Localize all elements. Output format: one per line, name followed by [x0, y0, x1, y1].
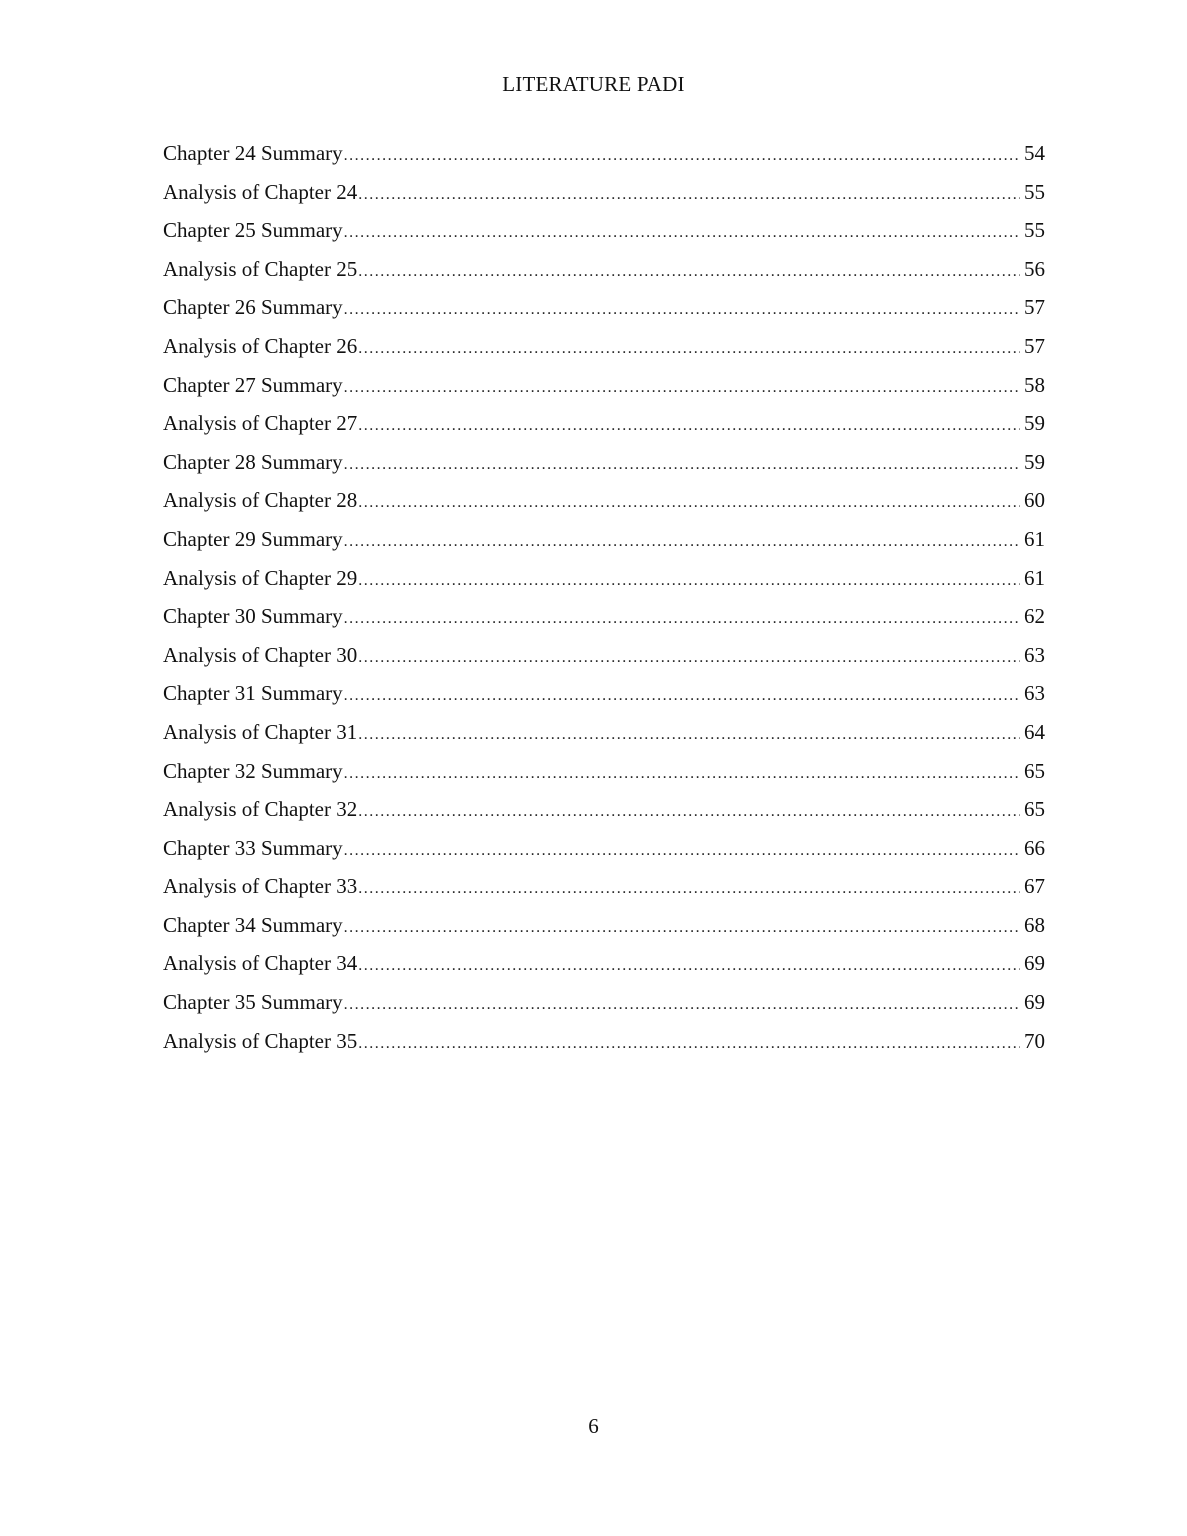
toc-entry-title: Chapter 29 Summary — [163, 526, 343, 551]
toc-entry[interactable] — [163, 639, 1045, 678]
dot-leader — [344, 217, 1020, 249]
toc-entry-title: Analysis of Chapter 25 — [163, 256, 358, 281]
toc-entry[interactable] — [163, 947, 1045, 986]
toc-entry-page: 60 — [1024, 488, 1045, 513]
toc-entry-page: 67 — [1024, 874, 1045, 899]
toc-entry-page: 63 — [1024, 681, 1045, 706]
toc-entry-page: 57 — [1024, 295, 1045, 320]
toc-entry[interactable] — [163, 446, 1045, 485]
toc-entry-title: Analysis of Chapter 35 — [163, 1028, 358, 1053]
dot-leader — [358, 333, 1020, 365]
toc-entry[interactable] — [163, 407, 1045, 446]
dot-leader — [358, 410, 1020, 442]
dot-leader — [358, 873, 1020, 905]
toc-entry[interactable] — [163, 716, 1045, 755]
toc-entry[interactable] — [163, 870, 1045, 909]
toc-entry[interactable] — [163, 986, 1045, 1025]
toc-entry-title: Analysis of Chapter 32 — [163, 797, 358, 822]
toc-entry[interactable] — [163, 562, 1045, 601]
dot-leader — [344, 140, 1020, 172]
running-header: LITERATURE PADI — [502, 72, 685, 96]
dot-leader — [344, 449, 1020, 481]
toc-entry-title: Chapter 35 Summary — [163, 990, 343, 1015]
toc-entry-page: 62 — [1024, 604, 1045, 629]
toc-entry[interactable] — [163, 253, 1045, 292]
toc-entry-title: Analysis of Chapter 28 — [163, 488, 358, 513]
toc-entry-page: 59 — [1024, 449, 1045, 474]
dot-leader — [344, 603, 1020, 635]
toc-entry-title: Analysis of Chapter 24 — [163, 179, 358, 204]
toc-entry-page: 69 — [1024, 990, 1045, 1015]
toc-entry[interactable] — [163, 909, 1045, 948]
toc-entry[interactable] — [163, 214, 1045, 253]
toc-entry-title: Chapter 34 Summary — [163, 912, 343, 937]
dot-leader — [358, 719, 1020, 751]
toc-entry-title: Analysis of Chapter 26 — [163, 333, 358, 358]
toc-entry-title: Chapter 26 Summary — [163, 295, 343, 320]
toc-entry-page: 68 — [1024, 912, 1045, 937]
toc-entry-page: 55 — [1024, 218, 1045, 243]
page-number: 6 — [588, 1414, 599, 1438]
toc-entry[interactable] — [163, 755, 1045, 794]
toc-entry-title: Chapter 25 Summary — [163, 218, 343, 243]
toc-entry[interactable] — [163, 523, 1045, 562]
dot-leader — [358, 950, 1020, 982]
toc-entry-title: Chapter 30 Summary — [163, 604, 343, 629]
toc-entry-page: 55 — [1024, 179, 1045, 204]
toc-entry-title: Chapter 32 Summary — [163, 758, 343, 783]
toc-entry[interactable] — [163, 793, 1045, 832]
toc-entry[interactable] — [163, 137, 1045, 176]
toc-entry-title: Chapter 28 Summary — [163, 449, 343, 474]
dot-leader — [344, 912, 1020, 944]
toc-entry-title: Chapter 27 Summary — [163, 372, 343, 397]
dot-leader — [358, 487, 1020, 519]
toc-entry-title: Analysis of Chapter 30 — [163, 642, 358, 667]
toc-entry[interactable] — [163, 600, 1045, 639]
toc-entry-title: Analysis of Chapter 29 — [163, 565, 358, 590]
toc-entry-page: 58 — [1024, 372, 1045, 397]
toc-entry-page: 65 — [1024, 758, 1045, 783]
dot-leader — [358, 179, 1020, 211]
toc-entry-page: 57 — [1024, 333, 1045, 358]
dot-leader — [344, 989, 1020, 1021]
toc-entry-page: 70 — [1024, 1028, 1045, 1053]
toc-entry-page: 69 — [1024, 951, 1045, 976]
toc-entry-page: 59 — [1024, 411, 1045, 436]
dot-leader — [344, 758, 1020, 790]
dot-leader — [344, 526, 1020, 558]
toc-entry-page: 66 — [1024, 835, 1045, 860]
toc-entry-title: Chapter 33 Summary — [163, 835, 343, 860]
dot-leader — [358, 796, 1020, 828]
toc-entry-page: 54 — [1024, 141, 1045, 165]
dot-leader — [344, 294, 1020, 326]
toc-entry-title: Chapter 24 Summary — [163, 141, 343, 165]
toc-entry[interactable] — [163, 330, 1045, 369]
dot-leader — [344, 372, 1020, 404]
toc-entry-title: Chapter 31 Summary — [163, 681, 343, 706]
toc-entry[interactable] — [163, 369, 1045, 408]
toc-entry[interactable] — [163, 1025, 1045, 1064]
dot-leader — [344, 680, 1020, 712]
toc-entry-page: 61 — [1024, 565, 1045, 590]
toc-entry-title: Analysis of Chapter 34 — [163, 951, 358, 976]
toc-entry-title: Analysis of Chapter 31 — [163, 719, 358, 744]
dot-leader — [344, 835, 1020, 867]
toc-entry[interactable] — [163, 176, 1045, 215]
toc-entry-page: 61 — [1024, 526, 1045, 551]
dot-leader — [358, 565, 1020, 597]
dot-leader — [358, 256, 1020, 288]
table-of-contents — [163, 137, 1045, 1063]
toc-entry-title: Analysis of Chapter 27 — [163, 411, 358, 436]
toc-entry-title: Analysis of Chapter 33 — [163, 874, 358, 899]
toc-entry[interactable] — [163, 484, 1045, 523]
toc-entry-page: 63 — [1024, 642, 1045, 667]
toc-entry[interactable] — [163, 291, 1045, 330]
toc-entry-page: 56 — [1024, 256, 1045, 281]
toc-entry-page: 65 — [1024, 797, 1045, 822]
dot-leader — [358, 1028, 1020, 1060]
toc-entry-page: 64 — [1024, 719, 1045, 744]
toc-entry[interactable] — [163, 832, 1045, 871]
dot-leader — [358, 642, 1020, 674]
toc-entry[interactable] — [163, 677, 1045, 716]
